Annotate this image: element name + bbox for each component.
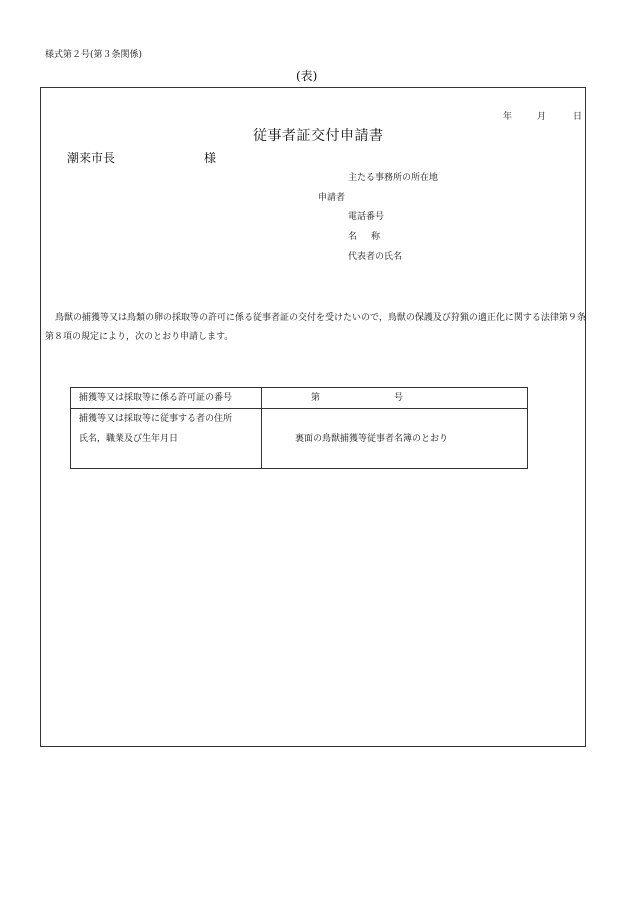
date-year-label: 年 <box>503 112 513 122</box>
addressee-honorific: 様 <box>204 151 217 165</box>
permit-number-label: 捕獲等又は採取等に係る許可証の番号 <box>79 393 233 403</box>
office-address-label: 主たる事務所の所在地 <box>348 173 439 183</box>
form-number-label: 様式第２号(第３条関係) <box>45 50 143 60</box>
application-statement-line1: 鳥獣の捕獲等又は鳥類の卵の採取等の許可に係る従事者証の交付を受けたいので，鳥獣の保護及び狩猟の適正化に関する法律第９条 <box>55 313 586 323</box>
table-column-divider <box>261 388 262 468</box>
permit-number-suffix: 号 <box>394 393 404 403</box>
worker-info-label-line1: 捕獲等又は採取等に従事する者の住所 <box>79 414 233 424</box>
worker-info-value: 裏面の鳥獣捕獲等従事者名簿のとおり <box>295 434 449 444</box>
phone-number-label: 電話番号 <box>348 212 385 222</box>
worker-info-label-line2: 氏名，職業及び生年月日 <box>79 434 179 444</box>
applicant-label: 申請者 <box>318 193 346 203</box>
date-day-label: 日 <box>573 112 583 122</box>
organization-name-label: 名称 <box>348 232 395 242</box>
representative-name-label: 代表者の氏名 <box>348 252 403 262</box>
permit-number-prefix: 第 <box>311 393 321 403</box>
table-row-divider <box>71 408 527 409</box>
application-info-table <box>70 387 528 469</box>
document-title: 従事者証交付申請書 <box>253 128 384 144</box>
application-statement-line2: 第８項の規定により，次のとおり申請します。 <box>45 332 234 342</box>
face-side-label: (表) <box>296 69 318 83</box>
addressee-name: 潮来市長 <box>67 151 116 165</box>
date-month-label: 月 <box>537 112 547 122</box>
